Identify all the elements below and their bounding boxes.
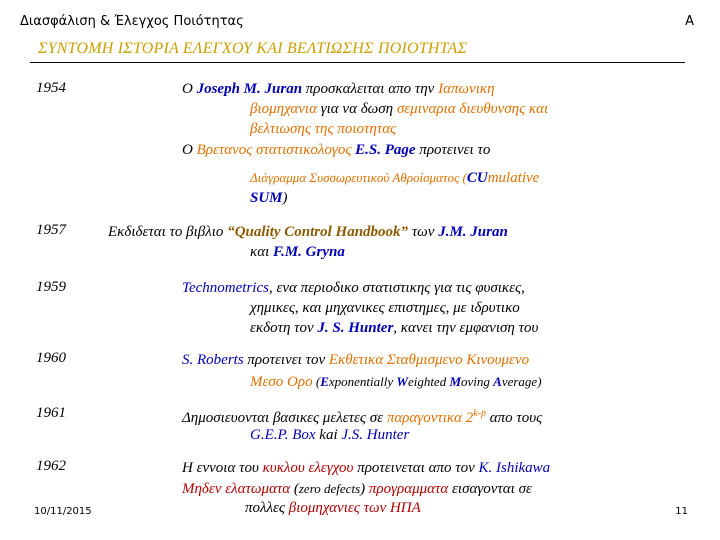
- text: πολλες: [245, 500, 289, 516]
- text: για να δωση: [316, 101, 397, 117]
- zero-defects-english: zero defects: [298, 481, 361, 496]
- text: ): [360, 481, 369, 497]
- text: προσκαλειται απο την: [302, 81, 439, 97]
- text: eighted: [407, 374, 450, 389]
- industry-word: βιομηχανια: [250, 101, 317, 117]
- entry-1954-line2: [250, 99, 548, 119]
- zero-defects-greek: Μηδεν ελατωματα: [182, 481, 291, 497]
- year-1957: 1957: [36, 222, 66, 238]
- entry-1959-line2: χημικες, και μηχανικες επιστημες, με ιδρυτικο: [250, 300, 520, 316]
- author-gryna: F.M. Gryna: [273, 244, 345, 260]
- year-1960: 1960: [36, 350, 66, 366]
- entry-1954-line3: βελτιωσης της ποιοτητας: [250, 121, 397, 137]
- text: , ενα περιοδικο στατιστικης για τις φυσικες,: [268, 280, 525, 296]
- letter-m: M: [449, 374, 462, 389]
- footer-date: 10/11/2015: [34, 506, 92, 517]
- text: των: [408, 224, 439, 240]
- japan-word: Ιαπωνικη: [438, 81, 495, 97]
- entry-1959-line1: [182, 278, 525, 298]
- year-1954: 1954: [36, 80, 66, 96]
- footer-page-number: 11: [675, 506, 688, 517]
- factorial-superscript: k-p: [473, 408, 487, 419]
- entry-1957-line1: [108, 222, 508, 242]
- juran-name: Joseph M. Juran: [196, 81, 303, 97]
- text: Δημοσιευονται βασικες μελετες σε: [182, 410, 387, 426]
- ewma-phrase-2: Μεσο Ορο: [250, 374, 313, 390]
- header-letter: A: [685, 14, 694, 29]
- text: (: [312, 374, 321, 389]
- text: εκδοτη τον: [250, 320, 318, 336]
- text: Η εννοια του: [182, 460, 263, 476]
- entry-1954-line4: [182, 140, 490, 160]
- mulative-text: mulative: [487, 170, 540, 186]
- ishikawa-name: K. Ishikawa: [478, 460, 551, 476]
- text: προτεινει το: [415, 142, 491, 158]
- journal-name: Technometrics: [182, 280, 269, 296]
- entry-1961-line2: [250, 425, 409, 445]
- entry-1960-line1: [182, 350, 529, 370]
- entry-1954-line6: [250, 188, 288, 208]
- text: xponentially: [328, 374, 397, 389]
- text: (: [290, 481, 299, 497]
- header-title: Διασφάλιση & Έλεγχος Ποιότητας: [20, 14, 244, 29]
- letter-w: W: [396, 374, 408, 389]
- text: kai: [315, 427, 342, 443]
- programs-word: προγραμματα: [368, 481, 449, 497]
- entry-1954-line5: [250, 168, 539, 188]
- sum-letters: SUM: [250, 190, 283, 206]
- roberts-name: S. Roberts: [182, 352, 244, 368]
- text: Εκδιδεται το βιβλιο: [108, 224, 228, 240]
- entry-1962-line3: [245, 498, 421, 518]
- text: verage): [501, 374, 542, 389]
- letter-a: A: [493, 374, 502, 389]
- text: και: [250, 244, 273, 260]
- cusum-greek: Διάγραμμα Συσσωρευτικού Αθροίσματος (: [250, 170, 467, 185]
- us-industries: βιομηχανιες των ΗΠΑ: [288, 500, 421, 516]
- title-underline: [30, 62, 685, 63]
- text: εισαγονται σε: [448, 481, 532, 497]
- year-1959: 1959: [36, 279, 66, 295]
- statistician-phrase: Βρετανος στατιστικολογος: [196, 142, 352, 158]
- entry-1957-line2: [250, 242, 345, 262]
- year-1961: 1961: [36, 405, 66, 421]
- text: προτεινεται απο τον: [353, 460, 479, 476]
- ewma-phrase: Εκθετικα Σταθμισμενο Κινουμενο: [328, 352, 530, 368]
- text: Ο: [182, 81, 197, 97]
- hunter-name: J. S. Hunter: [317, 320, 394, 336]
- cu-letters: CU: [466, 170, 488, 186]
- control-cycle: κυκλου ελεγχου: [262, 460, 354, 476]
- page-name: E.S. Page: [351, 142, 416, 158]
- entry-1954-line1: [182, 79, 495, 99]
- seminars-phrase: σεμιναρια διευθυνσης και: [396, 101, 549, 117]
- entry-1962-line2: [182, 479, 532, 499]
- text: Ο: [182, 142, 197, 158]
- text: προτεινει τον: [243, 352, 329, 368]
- entry-1960-line2: [250, 372, 542, 392]
- text: ): [282, 190, 288, 206]
- book-title: “Quality Control Handbook”: [227, 224, 409, 240]
- text: , κανει την εμφανιση του: [393, 320, 539, 336]
- box-name: G.E.P. Box: [250, 427, 316, 443]
- slide-title: ΣΥΝΤΟΜΗ ΙΣΤΟΡΙΑ ΕΛΕΓΧΟΥ ΚΑΙ ΒΕΛΤΙΩΣΗΣ ΠΟΙΟΤΗΤΑΣ: [38, 40, 468, 57]
- text: απο τους: [486, 410, 543, 426]
- entry-1962-line1: [182, 458, 550, 478]
- letter-e: E: [320, 374, 329, 389]
- entry-1959-line3: [250, 318, 538, 338]
- text: oving: [461, 374, 494, 389]
- author-juran: J.M. Juran: [438, 224, 508, 240]
- year-1962: 1962: [36, 458, 66, 474]
- hunter-name-2: J.S. Hunter: [341, 427, 410, 443]
- factorial-phrase: παραγοντικα 2: [386, 410, 474, 426]
